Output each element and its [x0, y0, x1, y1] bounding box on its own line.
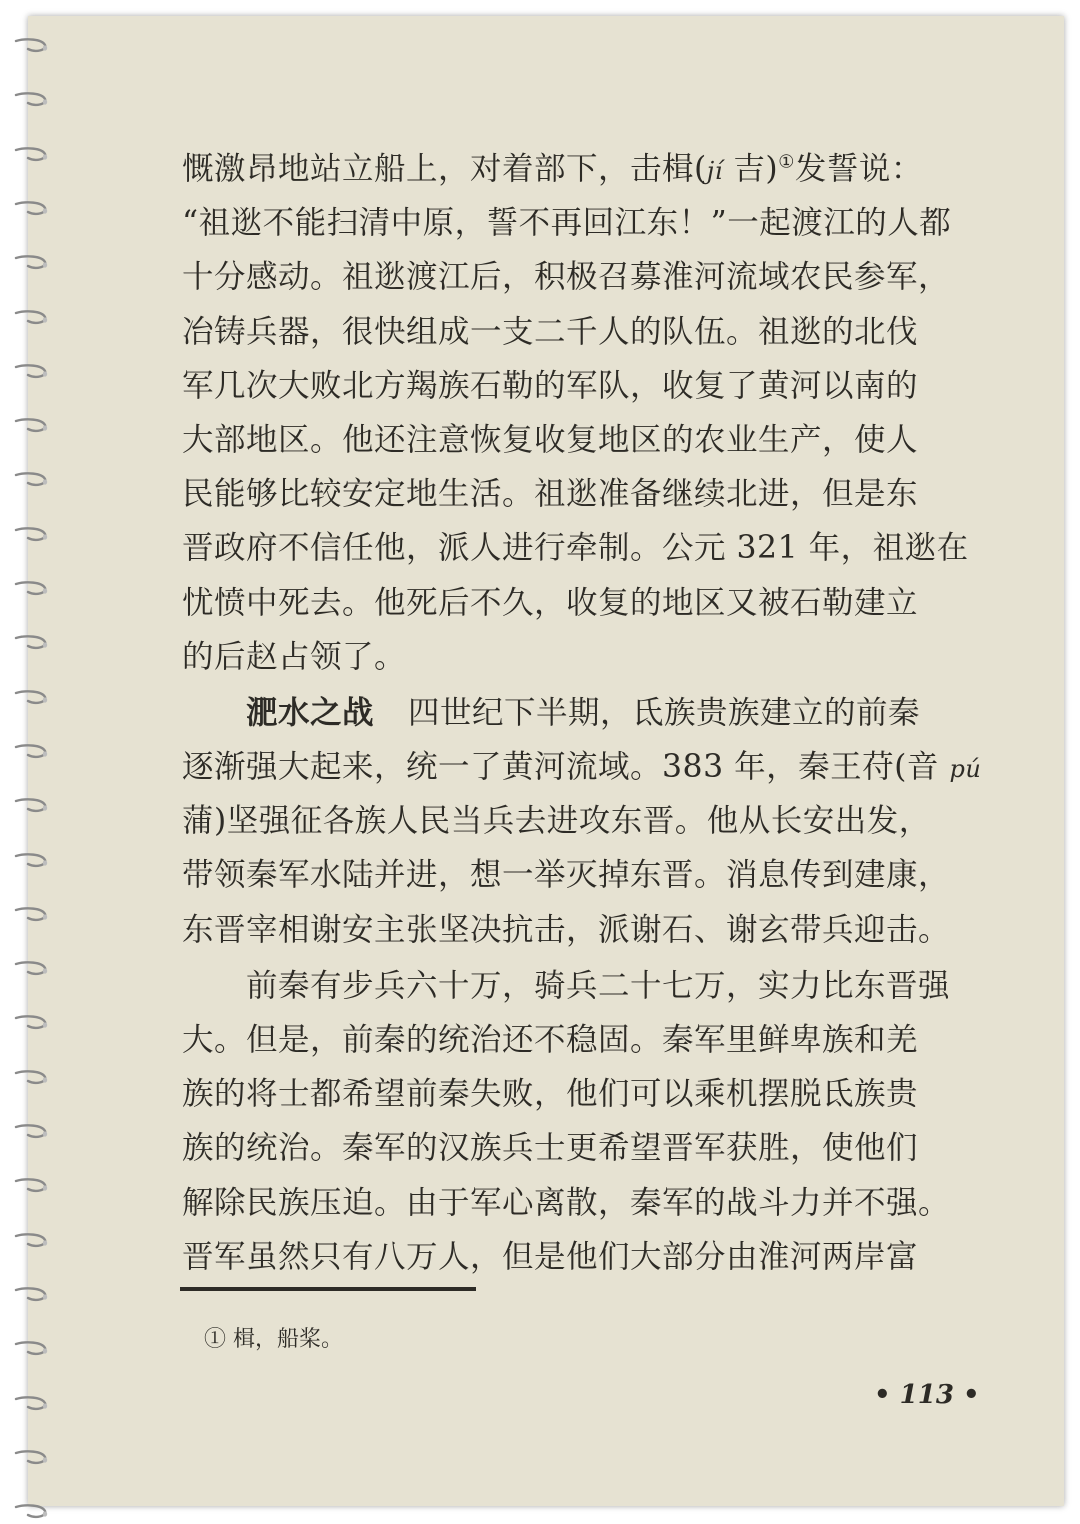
text-line: “祖逖不能扫清中原，誓不再回江东！”一起渡江的人都 — [182, 205, 952, 242]
binding-ring-icon — [12, 416, 50, 438]
text-line: 解除民族压迫。由于军心离散，秦军的战斗力并不强。 — [182, 1184, 951, 1221]
text-line: 的后赵占领了。 — [182, 638, 407, 675]
text-line: 晋政府不信任他，派人进行牵制。公元 321 年，祖逖在 — [182, 530, 969, 567]
binding-ring-icon — [12, 36, 50, 58]
footnote: ① 楫，船桨。 — [204, 1327, 343, 1352]
text-line: 十分感动。祖逖渡江后，积极召募淮河流域农民参军， — [182, 259, 951, 296]
binding-ring-icon — [12, 362, 50, 384]
binding-ring-icon — [12, 688, 50, 710]
text-line: 族的统治。秦军的汉族兵士更希望晋军获胜，使他们 — [182, 1130, 919, 1167]
text-line: 民能够比较安定地生活。祖逖准备继续北进，但是东 — [182, 476, 919, 513]
text-segment: 逐渐强大起来，统一了黄河流域。383 年，秦王苻(音 — [182, 749, 950, 786]
binding-ring-icon — [12, 905, 50, 927]
text-segment: 四世纪下半期，氐族贵族建立的前秦 — [408, 694, 921, 731]
text-segment: 慨激昂地站立船上，对着部下，击楫( — [182, 151, 707, 187]
binding-ring-icon — [12, 959, 50, 981]
binding-ring-icon — [12, 308, 50, 330]
page-number: • 113 • — [874, 1380, 980, 1410]
binding-ring-icon — [12, 199, 50, 221]
binding-ring-icon — [12, 1502, 50, 1524]
pinyin-annotation: jí — [706, 157, 723, 185]
binding-ring-icon — [12, 1231, 50, 1253]
text-line — [182, 740, 982, 794]
text-line — [182, 142, 982, 196]
binding-ring-icon — [12, 90, 50, 112]
pinyin-annotation: pú — [949, 755, 982, 784]
binding-ring-icon — [12, 525, 50, 547]
body-text — [182, 142, 982, 1284]
binding-ring-icon — [12, 1448, 50, 1470]
binding-ring-icon — [12, 633, 50, 655]
footnote-marker[interactable]: ① — [778, 151, 795, 173]
text-segment: 发誓说： — [794, 151, 923, 187]
binding-ring-icon — [12, 253, 50, 275]
binding-ring-icon — [12, 470, 50, 492]
binding-ring-icon — [12, 1285, 50, 1307]
text-line: 大。但是，前秦的统治还不稳固。秦军里鲜卑族和羌 — [182, 1022, 919, 1058]
binding-ring-icon — [12, 742, 50, 764]
text-line — [182, 686, 982, 740]
text-line: 冶铸兵器，很快组成一支二千人的队伍。祖逖的北伐 — [182, 313, 919, 350]
text-line: 蒲)坚强征各族人民当兵去进攻东晋。他从长安出发， — [182, 803, 931, 840]
binding-ring-icon — [12, 1394, 50, 1416]
binding-ring-icon — [12, 1013, 50, 1035]
text-segment: 吉) — [722, 151, 779, 187]
binding-ring-icon — [12, 851, 50, 873]
binding-ring-icon — [12, 1339, 50, 1361]
text-line: 东晋宰相谢安主张坚决抗击，派谢石、谢玄带兵迎击。 — [182, 911, 951, 948]
text-line: 带领秦军水陆并进，想一举灭掉东晋。消息传到建康， — [182, 857, 951, 894]
binding-ring-icon — [12, 1068, 50, 1090]
text-line: 族的将士都希望前秦失败，他们可以乘机摆脱氐族贵 — [182, 1076, 919, 1113]
text-line: 军几次大败北方羯族石勒的军队，收复了黄河以南的 — [182, 367, 919, 404]
spiral-binding — [0, 0, 60, 1524]
binding-ring-icon — [12, 796, 50, 818]
text-line: 大部地区。他还注意恢复收复地区的农业生产，使人 — [182, 421, 919, 458]
text-line: 前秦有步兵六十万，骑兵二十七万，实力比东晋强 — [246, 967, 951, 1004]
binding-ring-icon — [12, 145, 50, 167]
binding-ring-icon — [12, 1122, 50, 1144]
footnote-divider — [180, 1287, 476, 1291]
binding-ring-icon — [12, 579, 50, 601]
text-line: 晋军虽然只有八万人，但是他们大部分由淮河两岸富 — [182, 1238, 919, 1275]
section-heading: 淝水之战 — [246, 693, 375, 731]
text-line: 忧愤中死去。他死后不久，收复的地区又被石勒建立 — [182, 584, 919, 621]
binding-ring-icon — [12, 1176, 50, 1198]
